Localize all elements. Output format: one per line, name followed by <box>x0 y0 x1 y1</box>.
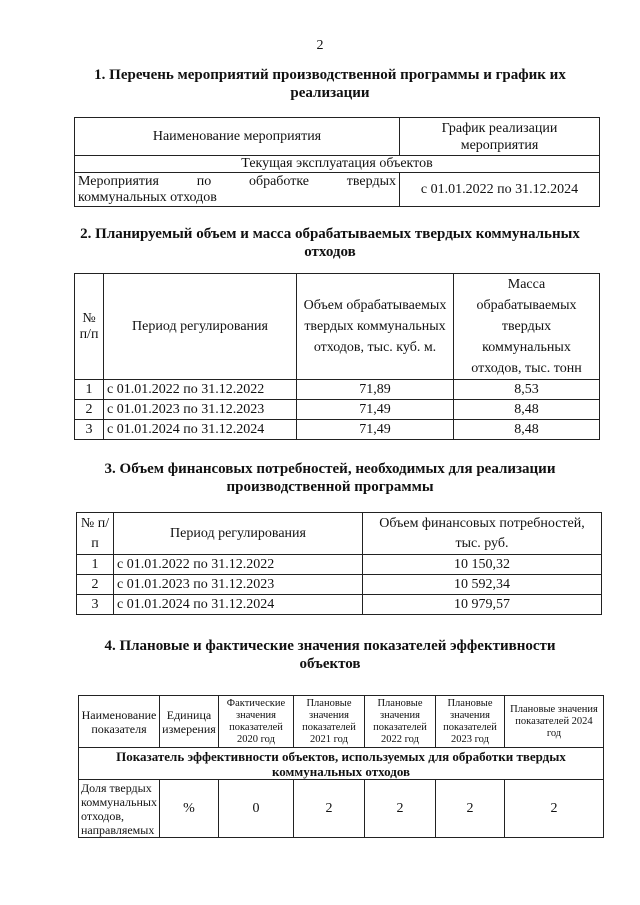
volume-row-mass: 8,48 <box>454 420 600 440</box>
indicators-header-fact-2020: Фактические значения показателей 2020 год <box>218 696 293 748</box>
volume-header-mass: Масса обрабатываемых твердых коммунальных отходов, тыс. тонн <box>454 274 600 380</box>
indicators-row-2024: 2 <box>504 780 603 838</box>
activities-header-schedule: График реализации мероприятия <box>400 118 600 156</box>
finance-row-period: с 01.01.2023 по 31.12.2023 <box>114 575 363 595</box>
activities-group-row: Текущая эксплуатация объектов <box>75 156 600 173</box>
section-1-title-line2: реализации <box>290 85 370 101</box>
indicators-header-plan-2024: Плановые значения показателей 2024 год <box>504 696 603 748</box>
indicators-row-2020: 0 <box>218 780 293 838</box>
indicators-row-2022: 2 <box>364 780 435 838</box>
finance-header-period: Период регулирования <box>114 513 363 555</box>
indicators-row-unit: % <box>159 780 218 838</box>
indicators-group-row: Показатель эффективности объектов, используемых для обработки твердых коммунальных отходов <box>79 748 604 780</box>
volume-row-volume: 71,49 <box>297 400 454 420</box>
volume-row-period: с 01.01.2023 по 31.12.2023 <box>104 400 297 420</box>
finance-row-period: с 01.01.2024 по 31.12.2024 <box>114 595 363 615</box>
activities-header-name: Наименование мероприятия <box>75 118 400 156</box>
finance-row-number: 2 <box>77 575 114 595</box>
section-4-title-line1: 4. Плановые и фактические значения показателей эффективности <box>104 638 556 654</box>
volume-header-period: Период регулирования <box>104 274 297 380</box>
finance-row-period: с 01.01.2022 по 31.12.2022 <box>114 555 363 575</box>
finance-table <box>76 512 602 615</box>
indicators-header-plan-2023: Плановые значения показателей 2023 год <box>435 696 504 748</box>
volume-header-number: № п/п <box>75 274 104 380</box>
activities-row <box>75 173 600 207</box>
activities-row-name-line2: коммунальных отходов <box>78 189 217 205</box>
volume-row-volume: 71,49 <box>297 420 454 440</box>
indicators-row <box>79 780 604 838</box>
section-3-title-line1: 3. Объем финансовых потребностей, необходимых для реализации <box>104 461 556 477</box>
indicators-header-unit: Единица измерения <box>159 696 218 748</box>
finance-row-amount: 10 979,57 <box>363 595 602 615</box>
section-1-title <box>60 66 600 102</box>
volume-row-volume: 71,89 <box>297 380 454 400</box>
volume-row <box>75 400 600 420</box>
volume-row-mass: 8,48 <box>454 400 600 420</box>
finance-row-number: 1 <box>77 555 114 575</box>
indicators-header-name: Наименование показателя <box>79 696 160 748</box>
volume-row-mass: 8,53 <box>454 380 600 400</box>
finance-row-amount: 10 592,34 <box>363 575 602 595</box>
activities-table <box>74 117 600 207</box>
indicators-row-2021: 2 <box>293 780 364 838</box>
finance-header-number: № п/п <box>77 513 114 555</box>
section-4-title-line2: объектов <box>299 656 361 672</box>
volume-row-number: 2 <box>75 400 104 420</box>
finance-row <box>77 555 602 575</box>
volume-header-volume: Объем обрабатываемых твердых коммунальных отходов, тыс. куб. м. <box>297 274 454 380</box>
activities-row-name-line1: Мероприятия по обработке твердых <box>78 173 396 189</box>
indicators-header-plan-2021: Плановые значения показателей 2021 год <box>293 696 364 748</box>
finance-header-amount: Объем финансовых потребностей, тыс. руб. <box>363 513 602 555</box>
activities-row-schedule: с 01.01.2022 по 31.12.2024 <box>400 173 600 207</box>
indicators-row-2023: 2 <box>435 780 504 838</box>
volume-row <box>75 380 600 400</box>
volume-row-number: 3 <box>75 420 104 440</box>
section-2-title-line1: 2. Планируемый объем и масса обрабатываемых твердых коммунальных <box>80 226 580 242</box>
section-1-title-line1: 1. Перечень мероприятий производственной программы и график их <box>94 67 566 83</box>
volume-row-number: 1 <box>75 380 104 400</box>
volume-mass-table <box>74 273 600 440</box>
section-4-title <box>60 637 600 673</box>
indicators-header-plan-2022: Плановые значения показателей 2022 год <box>364 696 435 748</box>
page-number: 2 <box>316 38 324 53</box>
section-2-title-line2: отходов <box>304 244 356 260</box>
finance-row-amount: 10 150,32 <box>363 555 602 575</box>
section-2-title <box>60 225 600 261</box>
finance-row <box>77 595 602 615</box>
section-3-title <box>60 460 600 496</box>
activities-row-name <box>75 173 400 207</box>
indicators-table <box>78 695 604 838</box>
volume-row-period: с 01.01.2024 по 31.12.2024 <box>104 420 297 440</box>
volume-row <box>75 420 600 440</box>
finance-row-number: 3 <box>77 595 114 615</box>
indicators-row-name: Доля твердых коммунальных отходов, направляемых <box>79 780 160 838</box>
section-3-title-line2: производственной программы <box>226 479 434 495</box>
finance-row <box>77 575 602 595</box>
volume-row-period: с 01.01.2022 по 31.12.2022 <box>104 380 297 400</box>
